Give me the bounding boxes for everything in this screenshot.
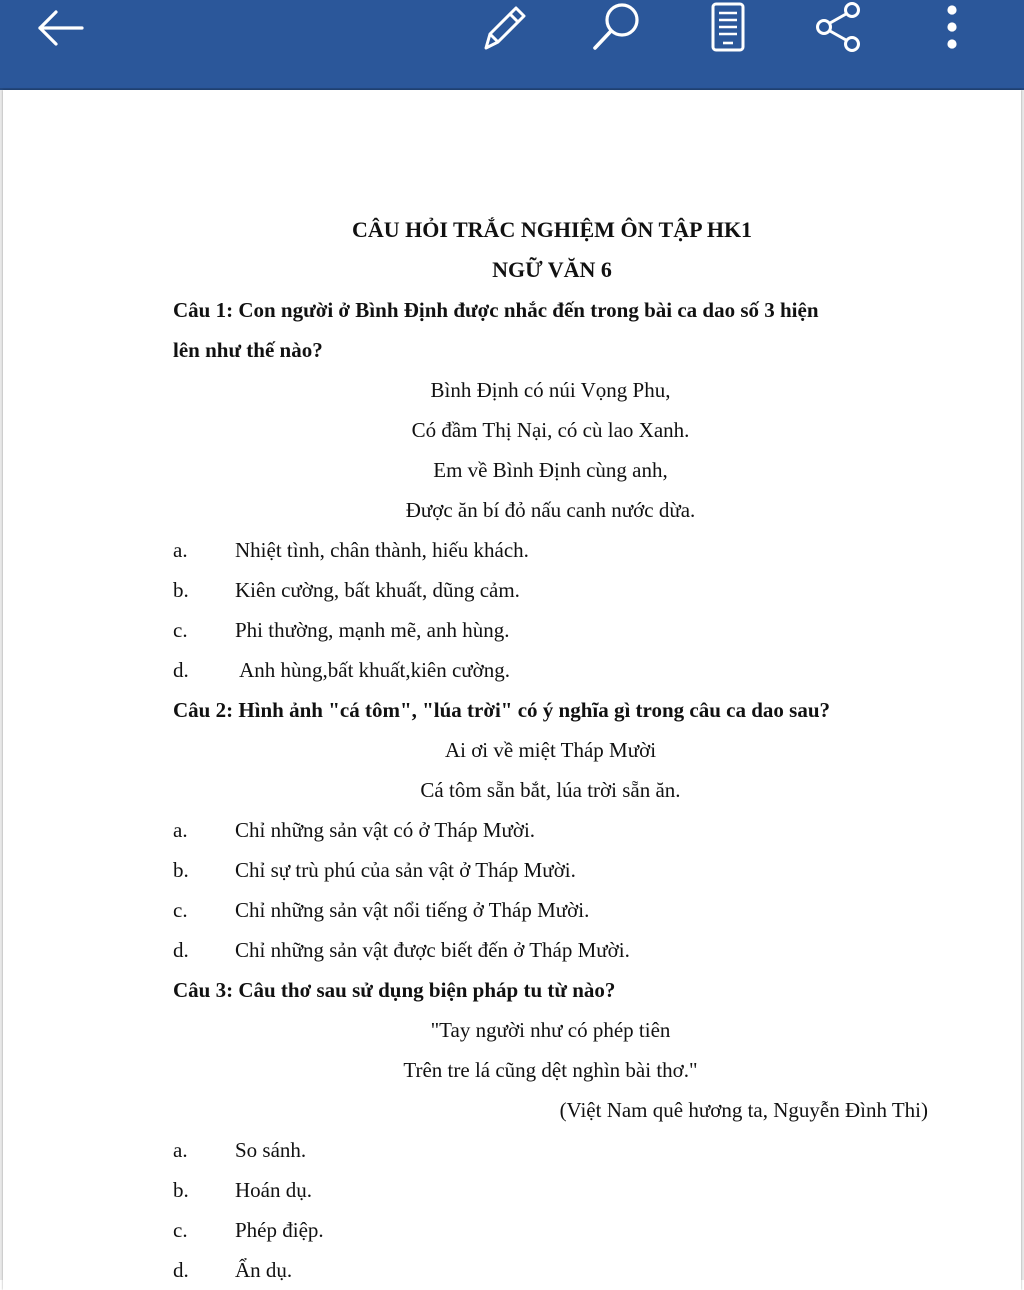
option-text: Ẩn dụ. — [235, 1258, 293, 1282]
document-title: CÂU HỎI TRẮC NGHIỆM ÔN TẬP HK1 — [351, 217, 753, 242]
q1-verse-line: Bình Định có núi Vọng Phu, — [430, 378, 671, 402]
option-label: c. — [173, 618, 188, 642]
q3-verse-line: Trên tre lá cũng dệt nghìn bài thơ." — [403, 1058, 698, 1082]
more-options-icon — [940, 0, 964, 56]
q1-verse-line: Em về Bình Định cùng anh, — [433, 458, 668, 482]
option-label: d. — [173, 658, 189, 682]
back-button[interactable] — [28, 0, 92, 56]
option-label: b. — [173, 858, 189, 882]
option-label: a. — [173, 1138, 188, 1162]
q2-option-c — [173, 890, 933, 930]
q3-attribution: (Việt Nam quê hương ta, Nguyễn Đình Thi) — [559, 1098, 928, 1122]
edit-button[interactable] — [472, 0, 536, 56]
option-label: b. — [173, 1178, 189, 1202]
question-1-line-2: lên như thế nào? — [173, 338, 323, 362]
back-arrow-icon — [34, 8, 86, 48]
q1-option-a — [173, 530, 933, 570]
option-text: Phi thường, mạnh mẽ, anh hùng. — [235, 618, 510, 642]
search-button[interactable] — [584, 0, 648, 56]
reading-view-button[interactable] — [696, 0, 760, 56]
question-1-line-1: Câu 1: Con người ở Bình Định được nhắc đến trong bài ca dao số 3 hiện — [173, 298, 819, 322]
q1-option-b — [173, 570, 933, 610]
option-text: Anh hùng,bất khuất,kiên cường. — [235, 658, 511, 682]
question-2-line-1: Câu 2: Hình ảnh "cá tôm", "lúa trời" có ý nghĩa gì trong câu ca dao sau? — [173, 698, 831, 722]
q3-option-a — [173, 1130, 933, 1170]
search-icon — [586, 0, 646, 56]
q2-option-b — [173, 850, 933, 890]
q1-option-d — [173, 650, 933, 690]
document-page — [3, 90, 1021, 1290]
option-label: c. — [173, 898, 188, 922]
q1-option-c — [173, 610, 933, 650]
document-subtitle: NGỮ VĂN 6 — [492, 257, 612, 282]
option-text: Chỉ sự trù phú của sản vật ở Tháp Mười. — [235, 858, 576, 882]
option-label: a. — [173, 538, 188, 562]
option-label: d. — [173, 1258, 189, 1282]
share-icon — [810, 0, 866, 56]
more-options-button[interactable] — [920, 0, 984, 56]
option-label: a. — [173, 818, 188, 842]
app-toolbar — [0, 0, 1024, 90]
question-3-line-1: Câu 3: Câu thơ sau sử dụng biện pháp tu từ nào? — [173, 978, 616, 1002]
q2-verse-line: Ai ơi về miệt Tháp Mười — [444, 738, 657, 762]
option-label: d. — [173, 938, 189, 962]
q3-option-c — [173, 1210, 933, 1250]
q1-verse-line: Được ăn bí đỏ nấu canh nước dừa. — [405, 498, 696, 522]
edit-pencil-icon — [476, 0, 532, 56]
q2-option-d — [173, 930, 933, 970]
document-viewport[interactable] — [0, 90, 1024, 1280]
q2-verse-line: Cá tôm sẵn bắt, lúa trời sẵn ăn. — [420, 778, 681, 802]
option-text: So sánh. — [235, 1138, 307, 1162]
option-text: Phép điệp. — [235, 1218, 324, 1242]
option-text: Kiên cường, bất khuất, dũng cảm. — [235, 578, 520, 602]
document-body — [173, 210, 933, 1290]
option-text: Hoán dụ. — [235, 1178, 312, 1202]
option-text: Chỉ những sản vật có ở Tháp Mười. — [235, 818, 536, 842]
option-text: Chỉ những sản vật nổi tiếng ở Tháp Mười. — [235, 898, 590, 922]
q3-option-b — [173, 1170, 933, 1210]
share-button[interactable] — [806, 0, 870, 56]
q3-verse-line: "Tay người như có phép tiên — [430, 1018, 671, 1042]
q2-option-a — [173, 810, 933, 850]
q1-verse-line: Có đầm Thị Nại, có cù lao Xanh. — [411, 418, 690, 442]
option-label: b. — [173, 578, 189, 602]
option-label: c. — [173, 1218, 188, 1242]
reading-view-icon — [708, 0, 748, 56]
q3-option-d — [173, 1250, 933, 1290]
option-text: Chỉ những sản vật được biết đến ở Tháp Mười. — [235, 938, 630, 962]
option-text: Nhiệt tình, chân thành, hiếu khách. — [235, 538, 529, 562]
